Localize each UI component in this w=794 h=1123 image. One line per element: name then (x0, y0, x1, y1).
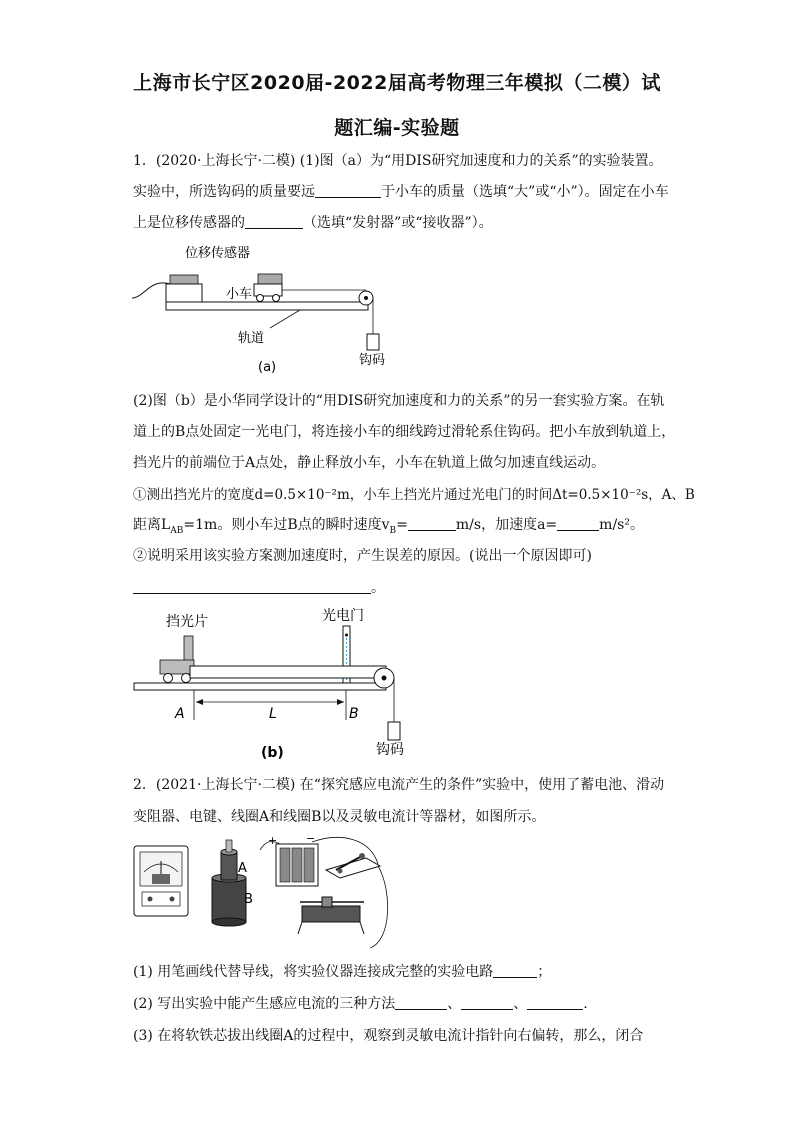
figure-b-arrowhead-right (337, 699, 344, 705)
answer-blank-mass[interactable] (315, 183, 381, 198)
page-title-line-1: 上海市长宁区2020届-2022届高考物理三年模拟（二模）试 (133, 72, 661, 94)
coil-b-label: B (244, 892, 253, 907)
figure-b-point-a: A (175, 706, 185, 722)
figure-b-car-body (160, 660, 194, 674)
q2-part-1-end: ； (537, 964, 552, 980)
figure-b-photogate-led (345, 634, 348, 637)
q1-line-8-text-d: m/s，加速度a= (455, 517, 558, 533)
page-title-line-2: 题汇编-实验题 (334, 117, 460, 139)
answer-blank-velocity[interactable] (408, 516, 456, 531)
figure-a-car-sensor (258, 274, 282, 284)
q2-line-1: 2．(2021·上海长宁·二模) 在“探究感应电流产生的条件”实验中，使用了蓄电池、滑动 (133, 777, 665, 793)
q1-line-1: 1．(2020·上海长宁·二模) (1)图（a）为“用DIS研究加速度和力的关系”的实验装置。 (133, 153, 663, 169)
q2-part-1 (133, 961, 551, 981)
answer-blank-error-reason[interactable] (133, 579, 371, 594)
figure-b-gate-label: 光电门 (322, 608, 364, 624)
q1-line-8-sub-ab: AB (170, 525, 184, 536)
figure-b-upper-rail (190, 666, 386, 678)
q1-line-7: ①测出挡光片的宽度d=0.5×10⁻²m，小车上挡光片通过光电门的时间Δt=0.5×10⁻²s，A、B (133, 487, 695, 503)
figure-a-track-label: 轨道 (238, 331, 265, 346)
q2-part-1-text: (1) 用笔画线代替导线，将实验仪器连接成完整的实验电路 (133, 964, 494, 980)
figure-a-apparatus (130, 240, 390, 375)
q2-part-2-sep-1: 、 (447, 996, 462, 1012)
figure-a-weight (367, 334, 379, 350)
figure-a-car-label: 小车 (226, 287, 253, 302)
figure-b-pulley-axle (382, 676, 387, 681)
q2-part-2-end: . (583, 996, 588, 1012)
coil-assembly-icon (212, 840, 246, 926)
q1-line-8-text-b: =1m。则小车过B点的瞬时速度v (183, 517, 390, 533)
figure-a-sensor-label: 位移传感器 (185, 246, 251, 261)
q1-line-9: ②说明采用该实验方案测加速度时，产生误差的原因。(说出一个原因即可) (133, 548, 592, 564)
q2-part-2-sep-2: 、 (513, 996, 528, 1012)
answer-blank-method-1[interactable] (395, 995, 447, 1010)
figure-b-weight-label: 钩码 (376, 742, 404, 758)
battery-icon (268, 832, 318, 886)
figure-a-car-body (254, 284, 282, 296)
q1-line-6: 挡光片的前端位于A点处，静止释放小车，小车在轨道上做匀加速直线运动。 (133, 455, 606, 471)
q1-line-4: (2)图（b）是小华同学设计的“用DIS研究加速度和力的关系”的另一套实验方案。在轨 (133, 393, 665, 409)
q1-line-2-text-b: 于小车的质量（选填“大”或“小”）。固定在小车 (381, 184, 669, 200)
figure-b-distance-label: L (269, 706, 277, 722)
galvanometer-icon (134, 846, 188, 916)
answer-blank-circuit[interactable] (493, 963, 537, 978)
figure-b-weight (388, 722, 400, 740)
q1-line-2-text-a: 实验中，所选钩码的质量要远 (133, 184, 315, 200)
answer-blank-method-2[interactable] (461, 995, 513, 1010)
switch-icon (326, 853, 380, 878)
figure-a-car-wheel-2 (273, 295, 280, 302)
figure-b-arrowhead-left (196, 699, 203, 705)
q1-line-8-text-c: = (396, 517, 408, 533)
figure-b-track (134, 683, 386, 690)
q1-line-3-text-a: 上是位移传感器的 (133, 215, 245, 231)
q2-part-3: (3) 在将软铁芯拔出线圈A的过程中，观察到灵敏电流计指针向右偏转，那么，闭合 (133, 1028, 644, 1044)
svg-text:−: − (306, 832, 316, 845)
wire-3 (370, 866, 388, 948)
figure-b-point-b: B (349, 706, 359, 722)
figure-a-cable (132, 283, 170, 298)
q1-line-3-text-b: （选填“发射器”或“接收器”）。 (303, 215, 493, 231)
q1-line-8-text-a: 距离L (133, 517, 171, 533)
figure-a-caption: (a) (258, 360, 277, 375)
figure-a-track (166, 302, 368, 310)
answer-blank-sensor[interactable] (245, 214, 303, 229)
figure-a-pulley-axle (364, 296, 368, 300)
figure-a-weight-label: 钩码 (359, 353, 386, 368)
svg-text:+: + (268, 834, 278, 847)
answer-blank-acceleration[interactable] (557, 516, 599, 531)
figure-b-caption: (b) (261, 745, 284, 760)
q2-line-2: 变阻器、电键、线圈A和线圈B以及灵敏电流计等器材，如图所示。 (133, 809, 546, 825)
answer-blank-method-3[interactable] (527, 995, 583, 1010)
coil-a-label: A (238, 861, 247, 876)
figure-b-car-wheel-2 (182, 674, 191, 683)
q1-line-10 (133, 577, 385, 597)
figure-b-car-wheel-1 (164, 674, 173, 683)
q1-line-8-sub-b: B (389, 525, 397, 536)
q1-line-8 (133, 514, 644, 536)
figure-a-car-wheel-1 (257, 295, 264, 302)
q1-line-3 (133, 212, 493, 232)
q1-line-5: 道上的B点处固定一光电门，将连接小车的细线跨过滑轮系住钩码。把小车放到轨道上， (133, 424, 676, 440)
q2-part-2 (133, 993, 588, 1013)
figure-induction-apparatus (130, 830, 400, 955)
rheostat-icon (298, 897, 364, 934)
q1-line-2 (133, 181, 669, 201)
q1-line-8-text-e: m/s²。 (599, 517, 644, 533)
q1-line-10-end: 。 (371, 580, 385, 596)
figure-b-apparatus (130, 602, 420, 760)
figure-b-light-flag (184, 636, 193, 661)
figure-b-flag-label: 挡光片 (166, 614, 208, 630)
figure-a-track-pointer (270, 310, 300, 328)
q2-part-2-text: (2) 写出实验中能产生感应电流的三种方法 (133, 996, 396, 1012)
